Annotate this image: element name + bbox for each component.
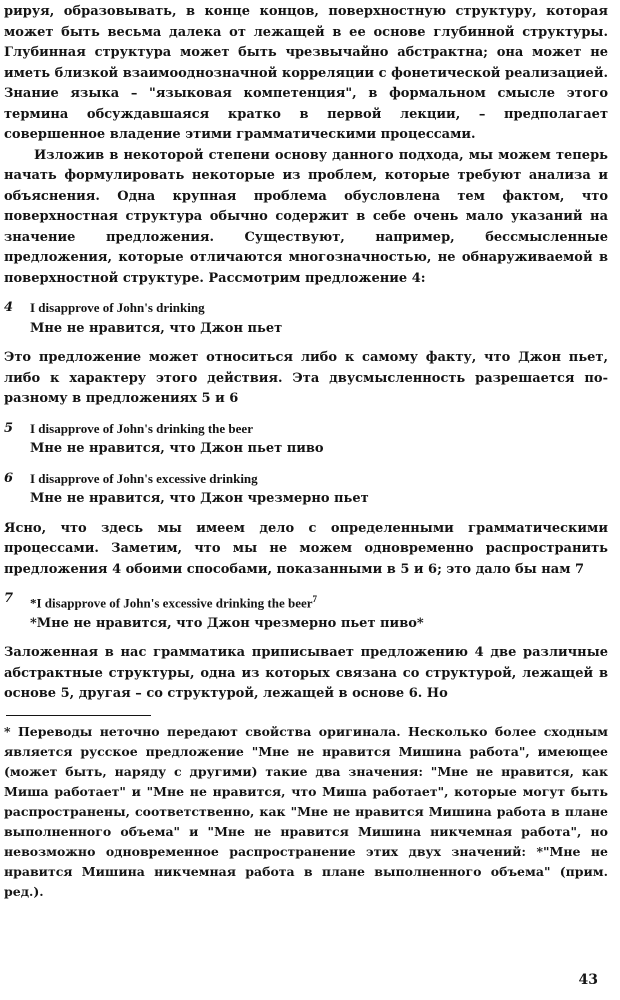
example-6 xyxy=(4,469,608,510)
example-number: 6 xyxy=(4,470,14,486)
example-english: I disapprove of John's drinking xyxy=(30,300,205,315)
paragraph-3: Это предложение может относиться либо к самому факту, что Джон пьет, либо к характеру этого действия. Эта двусмысленность разрешается по-разному в предложениях 5 и 6 xyxy=(4,350,608,406)
example-number: 7 xyxy=(4,591,14,606)
paragraph-1: рируя, образовывать, в конце концов, поверхностную структуру, которая может быть весьма далека от лежащей в ее основе глубинной структуры. Глубинная структура может быть чрезвычайно абстрактна; она может не иметь близкой взаимооднозначной корреляции с фонетической реализацией. Знание языка – "языковая компетенция", в формальном смысле этого термина обсуждавшаяся кратко в первой лекции, – предполагает совершенное владение этими грамматическими процессами. xyxy=(4,4,608,142)
example-english xyxy=(30,589,608,614)
example-7 xyxy=(4,589,608,634)
paragraph-5: Заложенная в нас грамматика приписывает предложению 4 две различные абстрактные структуры, одна из которых связана со структурой, лежащей в основе 5, другая – со структурой, лежащей в основе 6. Но xyxy=(4,645,608,702)
footnote-divider xyxy=(6,715,151,716)
example-russian: Мне не нравится, что Джон пьет xyxy=(30,320,283,336)
footnote-ref-7: 7 xyxy=(312,594,318,604)
example-english-text: *I disapprove of John's excessive drinking the beer xyxy=(30,595,313,611)
example-russian: Мне не нравится, что Джон пьет пиво xyxy=(30,441,324,456)
example-russian: Мне не нравится, что Джон чрезмерно пьет xyxy=(30,491,369,506)
paragraph-4: Ясно, что здесь мы имеем дело с определенными грамматическими процессами. Заметим, что мы не можем одновременно распространить предложения 4 обоими способами, показанными в 5 и 6; это дало бы нам 7 xyxy=(4,520,608,577)
example-number: 5 xyxy=(4,420,14,436)
example-4 xyxy=(4,298,608,339)
example-english: I disapprove of John's excessive drinking xyxy=(30,470,258,486)
footnote: * Переводы неточно передают свойства оригинала. Несколько более сходным является русское предложение "Мне не нравится Мишина работа", имеющее (может быть, наряду с другими) такие два значения: "Мне не нравится, как Миша работает" и "Мне не нравится, что Миша работает", которые могут быть распространены, соответственно, как "Мне не нравится Мишина работа в плане выполненного объема" и "Мне не нравится Мишина никчемная работа", но невозможно одновременное распространение этих двух значений: *"Мне не нравится Мишина никчемная работа в плане выполненного объема" (прим. ред.). xyxy=(4,723,608,899)
example-5 xyxy=(4,419,608,460)
example-russian: *Мне не нравится, что Джон чрезмерно пьет пиво* xyxy=(30,615,424,631)
paragraph-2: Изложив в некоторой степени основу данного подхода, мы можем теперь начать формулировать некоторые из проблем, которые требуют анализа и объяснения. Одна крупная проблема обусловлена тем фактом, что поверхностная структура обычно содержит в себе очень мало указаний на значение предложения. Существуют, например, бессмысленные предложения, которые отличаются многозначностью, не обнаруживаемой в поверхностной структуре. Рассмотрим предложение 4: xyxy=(4,147,608,286)
example-number: 4 xyxy=(4,300,14,315)
page-number: 43 xyxy=(578,972,598,988)
book-page xyxy=(4,2,608,902)
example-english: I disapprove of John's drinking the beer xyxy=(30,420,253,436)
